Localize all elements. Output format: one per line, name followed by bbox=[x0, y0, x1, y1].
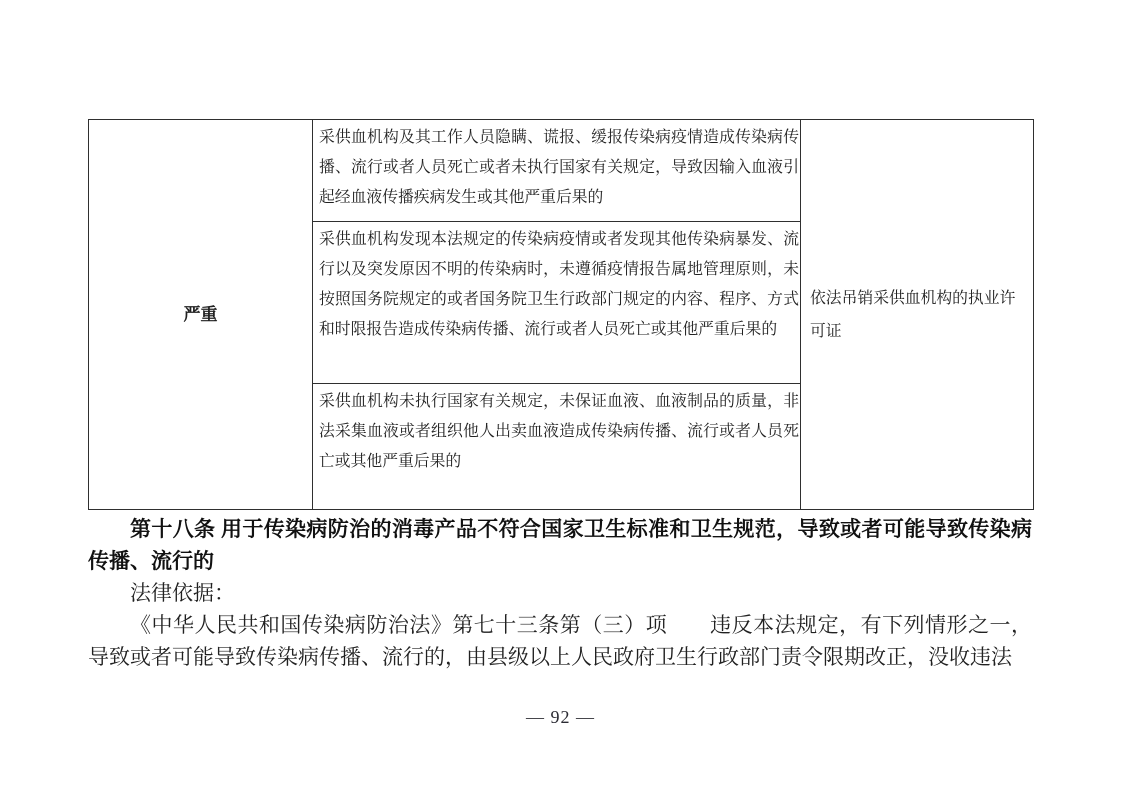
violation-cell-1: 采供血机构及其工作人员隐瞒、谎报、缓报传染病疫情造成传染病传播、流行或者人员死亡或者未执行国家有关规定，导致因输入血液引起经血液传播疾病发生或其他严重后果的 bbox=[313, 120, 801, 222]
body-text bbox=[88, 513, 1032, 673]
violation-cell-2: 采供血机构发现本法规定的传染病疫情或者发现其他传染病暴发、流行以及突发原因不明的传染病时，未遵循疫情报告属地管理原则，未按照国务院规定的或者国务院卫生行政部门规定的内容、程序、方式和时限报告造成传染病传播、流行或者人员死亡或其他严重后果的 bbox=[313, 222, 801, 384]
severity-cell: 严重 bbox=[89, 120, 313, 510]
page-number: — 92 — bbox=[526, 707, 595, 727]
article-heading: 第十八条 用于传染病防治的消毒产品不符合国家卫生标准和卫生规范，导致或者可能导致传染病传播、流行的 bbox=[88, 517, 1032, 573]
legal-basis-label: 法律依据： bbox=[130, 581, 235, 605]
violation-cell-3: 采供血机构未执行国家有关规定，未保证血液、血液制品的质量，非法采集血液或者组织他人出卖血液造成传染病传播、流行或者人员死亡或其他严重后果的 bbox=[313, 384, 801, 510]
table-row bbox=[89, 120, 1034, 222]
legal-basis-text: 《中华人民共和国传染病防治法》第七十三条第（三）项 违反本法规定，有下列情形之一，导致或者可能导致传染病传播、流行的，由县级以上人民政府卫生行政部门责令限期改正，没收违法 bbox=[88, 613, 1032, 669]
penalty-table bbox=[88, 119, 1034, 510]
penalty-cell: 依法吊销采供血机构的执业许可证 bbox=[801, 120, 1034, 510]
